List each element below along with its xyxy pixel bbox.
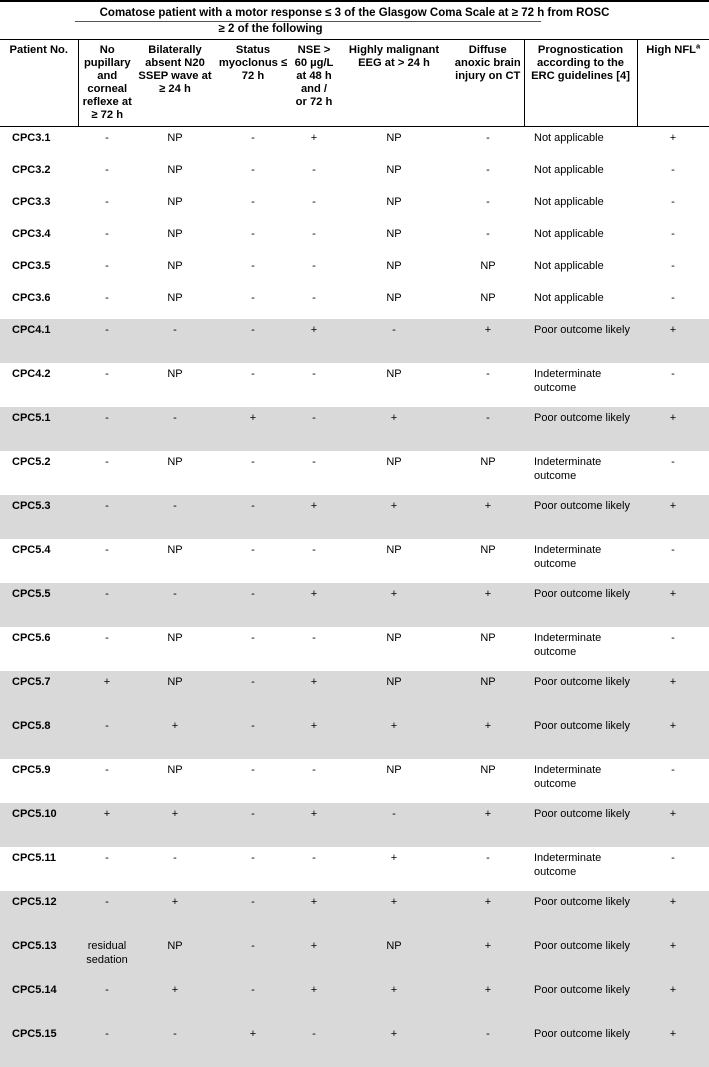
cell-status-myoclonus: - <box>214 495 292 539</box>
cell-nse: - <box>292 191 336 223</box>
cell-patient-no: CPC5.12 <box>0 891 78 935</box>
super-header-subtitle: ≥ 2 of the following <box>0 22 541 39</box>
cell-ssep: - <box>136 319 214 363</box>
patient-prognostication-table <box>0 39 709 1067</box>
cell-no-pupillary: - <box>78 127 136 160</box>
cell-nfl: - <box>637 159 709 191</box>
cell-patient-no: CPC3.5 <box>0 255 78 287</box>
cell-no-pupillary: - <box>78 451 136 495</box>
table-row <box>0 191 709 223</box>
cell-prognostication: Poor outcome likely <box>524 803 637 847</box>
cell-nse: - <box>292 759 336 803</box>
cell-eeg: NP <box>336 671 452 715</box>
cell-nse: + <box>292 495 336 539</box>
cell-ssep: - <box>136 495 214 539</box>
cell-no-pupillary: - <box>78 159 136 191</box>
cell-no-pupillary: residual sedation <box>78 935 136 979</box>
table-body <box>0 127 709 1067</box>
cell-prognostication: Not applicable <box>524 287 637 319</box>
cell-status-myoclonus: - <box>214 583 292 627</box>
cell-no-pupillary: - <box>78 539 136 583</box>
cell-nse: + <box>292 671 336 715</box>
cell-nfl: + <box>637 715 709 759</box>
cell-no-pupillary: + <box>78 803 136 847</box>
cell-status-myoclonus: - <box>214 803 292 847</box>
cell-no-pupillary: - <box>78 759 136 803</box>
cell-ssep: NP <box>136 671 214 715</box>
cell-ct: - <box>452 159 524 191</box>
cell-patient-no: CPC5.5 <box>0 583 78 627</box>
cell-nse: - <box>292 255 336 287</box>
cell-eeg: + <box>336 979 452 1023</box>
cell-ssep: NP <box>136 255 214 287</box>
table-row <box>0 847 709 891</box>
cell-prognostication: Poor outcome likely <box>524 495 637 539</box>
cell-status-myoclonus: - <box>214 979 292 1023</box>
cell-ct: NP <box>452 255 524 287</box>
cell-status-myoclonus: - <box>214 451 292 495</box>
cell-status-myoclonus: - <box>214 159 292 191</box>
cell-ct: - <box>452 127 524 160</box>
cell-eeg: + <box>336 847 452 891</box>
cell-eeg: NP <box>336 363 452 407</box>
cell-nse: - <box>292 451 336 495</box>
cell-ct: NP <box>452 627 524 671</box>
cell-patient-no: CPC5.11 <box>0 847 78 891</box>
cell-patient-no: CPC3.2 <box>0 159 78 191</box>
cell-ct: NP <box>452 451 524 495</box>
cell-patient-no: CPC4.1 <box>0 319 78 363</box>
column-header-eeg: Highly malignant EEG at > 24 h <box>336 40 452 127</box>
table-row <box>0 363 709 407</box>
cell-eeg: NP <box>336 539 452 583</box>
cell-ssep: NP <box>136 287 214 319</box>
cell-ct: NP <box>452 671 524 715</box>
cell-status-myoclonus: - <box>214 127 292 160</box>
table-row <box>0 715 709 759</box>
cell-ssep: NP <box>136 759 214 803</box>
table-row <box>0 223 709 255</box>
cell-prognostication: Poor outcome likely <box>524 1023 637 1067</box>
cell-eeg: NP <box>336 255 452 287</box>
cell-patient-no: CPC3.3 <box>0 191 78 223</box>
cell-no-pupillary: - <box>78 363 136 407</box>
cell-nfl: - <box>637 223 709 255</box>
cell-nse: - <box>292 159 336 191</box>
cell-prognostication: Poor outcome likely <box>524 407 637 451</box>
cell-nfl: + <box>637 495 709 539</box>
cell-status-myoclonus: - <box>214 319 292 363</box>
cell-nfl: + <box>637 803 709 847</box>
cell-patient-no: CPC5.10 <box>0 803 78 847</box>
cell-ssep: NP <box>136 191 214 223</box>
cell-ssep: + <box>136 715 214 759</box>
cell-eeg: NP <box>336 287 452 319</box>
cell-prognostication: Indeterminate outcome <box>524 451 637 495</box>
cell-ssep: NP <box>136 159 214 191</box>
cell-ssep: - <box>136 583 214 627</box>
cell-no-pupillary: - <box>78 847 136 891</box>
cell-patient-no: CPC5.4 <box>0 539 78 583</box>
column-header-ssep: Bilaterally absent N20 SSEP wave at ≥ 24 h <box>136 40 214 127</box>
cell-ct: - <box>452 847 524 891</box>
cell-status-myoclonus: - <box>214 191 292 223</box>
cell-ssep: NP <box>136 935 214 979</box>
table-header-row <box>0 40 709 127</box>
table-row <box>0 451 709 495</box>
cell-nse: + <box>292 803 336 847</box>
table-row <box>0 935 709 979</box>
cell-status-myoclonus: - <box>214 759 292 803</box>
cell-ssep: + <box>136 979 214 1023</box>
cell-eeg: + <box>336 583 452 627</box>
cell-prognostication: Poor outcome likely <box>524 715 637 759</box>
cell-status-myoclonus: - <box>214 627 292 671</box>
cell-nse: + <box>292 319 336 363</box>
cell-eeg: NP <box>336 759 452 803</box>
cell-no-pupillary: - <box>78 407 136 451</box>
cell-nse: + <box>292 979 336 1023</box>
cell-patient-no: CPC3.6 <box>0 287 78 319</box>
cell-nfl: - <box>637 627 709 671</box>
table-row <box>0 127 709 160</box>
cell-prognostication: Indeterminate outcome <box>524 539 637 583</box>
cell-ct: + <box>452 319 524 363</box>
cell-ct: + <box>452 935 524 979</box>
cell-ct: NP <box>452 759 524 803</box>
cell-nfl: + <box>637 891 709 935</box>
cell-nse: - <box>292 627 336 671</box>
cell-no-pupillary: - <box>78 979 136 1023</box>
cell-patient-no: CPC5.15 <box>0 1023 78 1067</box>
table-row <box>0 407 709 451</box>
cell-no-pupillary: - <box>78 627 136 671</box>
table-row <box>0 495 709 539</box>
cell-status-myoclonus: + <box>214 407 292 451</box>
cell-nfl: + <box>637 407 709 451</box>
cell-ct: + <box>452 715 524 759</box>
cell-status-myoclonus: - <box>214 671 292 715</box>
cell-ssep: - <box>136 407 214 451</box>
cell-ct: - <box>452 1023 524 1067</box>
cell-nse: + <box>292 583 336 627</box>
cell-eeg: NP <box>336 627 452 671</box>
table-row <box>0 159 709 191</box>
cell-status-myoclonus: - <box>214 223 292 255</box>
cell-nse: + <box>292 715 336 759</box>
cell-ct: + <box>452 979 524 1023</box>
cell-patient-no: CPC5.14 <box>0 979 78 1023</box>
column-header-prognostication: Prognostication according to the ERC guidelines [4] <box>524 40 637 127</box>
cell-eeg: + <box>336 1023 452 1067</box>
table-row <box>0 287 709 319</box>
column-header-patient-no: Patient No. <box>0 40 78 127</box>
cell-status-myoclonus: - <box>214 847 292 891</box>
cell-no-pupillary: - <box>78 255 136 287</box>
cell-no-pupillary: - <box>78 223 136 255</box>
cell-eeg: NP <box>336 935 452 979</box>
cell-ct: + <box>452 803 524 847</box>
cell-ssep: + <box>136 803 214 847</box>
cell-no-pupillary: - <box>78 319 136 363</box>
cell-prognostication: Not applicable <box>524 127 637 160</box>
table-super-header <box>0 2 709 39</box>
cell-nse: - <box>292 847 336 891</box>
cell-prognostication: Not applicable <box>524 223 637 255</box>
cell-patient-no: CPC3.4 <box>0 223 78 255</box>
column-header-nse: NSE > 60 µg/L at 48 h and / or 72 h <box>292 40 336 127</box>
table-row <box>0 319 709 363</box>
cell-prognostication: Poor outcome likely <box>524 583 637 627</box>
cell-patient-no: CPC5.2 <box>0 451 78 495</box>
cell-nfl: + <box>637 127 709 160</box>
cell-nse: - <box>292 1023 336 1067</box>
cell-ct: - <box>452 407 524 451</box>
table-row <box>0 671 709 715</box>
cell-patient-no: CPC5.9 <box>0 759 78 803</box>
cell-ct: + <box>452 583 524 627</box>
cell-nfl: - <box>637 759 709 803</box>
super-header-title: Comatose patient with a motor response ≤ 3 of the Glasgow Coma Scale at ≥ 72 h from ROSC <box>0 2 709 20</box>
cell-no-pupillary: - <box>78 1023 136 1067</box>
column-header-no-pupillary: No pupillary and corneal reflexe at ≥ 72 h <box>78 40 136 127</box>
cell-prognostication: Indeterminate outcome <box>524 363 637 407</box>
cell-prognostication: Poor outcome likely <box>524 979 637 1023</box>
table-row <box>0 803 709 847</box>
cell-ct: NP <box>452 539 524 583</box>
table-row <box>0 979 709 1023</box>
cell-nse: + <box>292 891 336 935</box>
cell-nfl: - <box>637 255 709 287</box>
cell-patient-no: CPC4.2 <box>0 363 78 407</box>
cell-ssep: NP <box>136 451 214 495</box>
cell-eeg: - <box>336 319 452 363</box>
cell-prognostication: Indeterminate outcome <box>524 759 637 803</box>
cell-eeg: + <box>336 715 452 759</box>
cell-prognostication: Not applicable <box>524 159 637 191</box>
cell-nfl: - <box>637 451 709 495</box>
cell-ssep: NP <box>136 363 214 407</box>
cell-nfl: + <box>637 319 709 363</box>
table-row <box>0 891 709 935</box>
table-row <box>0 255 709 287</box>
cell-ssep: + <box>136 891 214 935</box>
table-row <box>0 627 709 671</box>
cell-nfl: + <box>637 671 709 715</box>
cell-eeg: NP <box>336 451 452 495</box>
cell-ct: + <box>452 495 524 539</box>
cell-status-myoclonus: - <box>214 539 292 583</box>
cell-nse: - <box>292 407 336 451</box>
cell-ct: + <box>452 891 524 935</box>
cell-patient-no: CPC5.8 <box>0 715 78 759</box>
cell-prognostication: Not applicable <box>524 191 637 223</box>
cell-prognostication: Indeterminate outcome <box>524 627 637 671</box>
cell-ssep: NP <box>136 223 214 255</box>
cell-status-myoclonus: - <box>214 891 292 935</box>
cell-patient-no: CPC5.6 <box>0 627 78 671</box>
cell-prognostication: Poor outcome likely <box>524 319 637 363</box>
column-header-nfl-superscript: a <box>696 41 700 50</box>
cell-status-myoclonus: - <box>214 935 292 979</box>
cell-no-pupillary: - <box>78 583 136 627</box>
column-header-status-myoclonus: Status myoclonus ≤ 72 h <box>214 40 292 127</box>
cell-ct: - <box>452 363 524 407</box>
cell-prognostication: Poor outcome likely <box>524 671 637 715</box>
cell-eeg: - <box>336 803 452 847</box>
cell-ssep: - <box>136 847 214 891</box>
cell-no-pupillary: - <box>78 287 136 319</box>
table-row <box>0 539 709 583</box>
cell-nse: + <box>292 935 336 979</box>
table-row <box>0 1023 709 1067</box>
cell-prognostication: Poor outcome likely <box>524 891 637 935</box>
cell-eeg: NP <box>336 191 452 223</box>
cell-nse: - <box>292 223 336 255</box>
cell-eeg: + <box>336 407 452 451</box>
cell-nfl: - <box>637 287 709 319</box>
cell-patient-no: CPC5.3 <box>0 495 78 539</box>
cell-ssep: NP <box>136 539 214 583</box>
cell-status-myoclonus: - <box>214 287 292 319</box>
table-row <box>0 583 709 627</box>
cell-nfl: + <box>637 979 709 1023</box>
cell-patient-no: CPC3.1 <box>0 127 78 160</box>
column-header-nfl <box>637 40 709 127</box>
cell-patient-no: CPC5.7 <box>0 671 78 715</box>
cell-nfl: - <box>637 191 709 223</box>
cell-eeg: NP <box>336 223 452 255</box>
cell-ct: - <box>452 191 524 223</box>
cell-nfl: - <box>637 539 709 583</box>
cell-eeg: NP <box>336 159 452 191</box>
cell-eeg: + <box>336 891 452 935</box>
table-row <box>0 759 709 803</box>
cell-no-pupillary: + <box>78 671 136 715</box>
cell-ct: - <box>452 223 524 255</box>
cell-nfl: - <box>637 847 709 891</box>
cell-eeg: NP <box>336 127 452 160</box>
cell-nfl: - <box>637 363 709 407</box>
column-header-ct: Diffuse anoxic brain injury on CT <box>452 40 524 127</box>
cell-prognostication: Not applicable <box>524 255 637 287</box>
cell-nfl: + <box>637 935 709 979</box>
cell-prognostication: Poor outcome likely <box>524 935 637 979</box>
cell-nse: - <box>292 363 336 407</box>
cell-nse: - <box>292 287 336 319</box>
cell-status-myoclonus: - <box>214 255 292 287</box>
cell-eeg: + <box>336 495 452 539</box>
cell-nfl: + <box>637 583 709 627</box>
cell-no-pupillary: - <box>78 891 136 935</box>
cell-status-myoclonus: - <box>214 363 292 407</box>
cell-prognostication: Indeterminate outcome <box>524 847 637 891</box>
cell-no-pupillary: - <box>78 191 136 223</box>
cell-patient-no: CPC5.13 <box>0 935 78 979</box>
cell-ct: NP <box>452 287 524 319</box>
cell-no-pupillary: - <box>78 715 136 759</box>
cell-status-myoclonus: + <box>214 1023 292 1067</box>
column-header-nfl-text: High NFL <box>646 44 696 56</box>
cell-ssep: NP <box>136 127 214 160</box>
cell-ssep: - <box>136 1023 214 1067</box>
cell-nse: - <box>292 539 336 583</box>
cell-nse: + <box>292 127 336 160</box>
cell-status-myoclonus: - <box>214 715 292 759</box>
cell-ssep: NP <box>136 627 214 671</box>
cell-no-pupillary: - <box>78 495 136 539</box>
cell-patient-no: CPC5.1 <box>0 407 78 451</box>
cell-nfl: + <box>637 1023 709 1067</box>
